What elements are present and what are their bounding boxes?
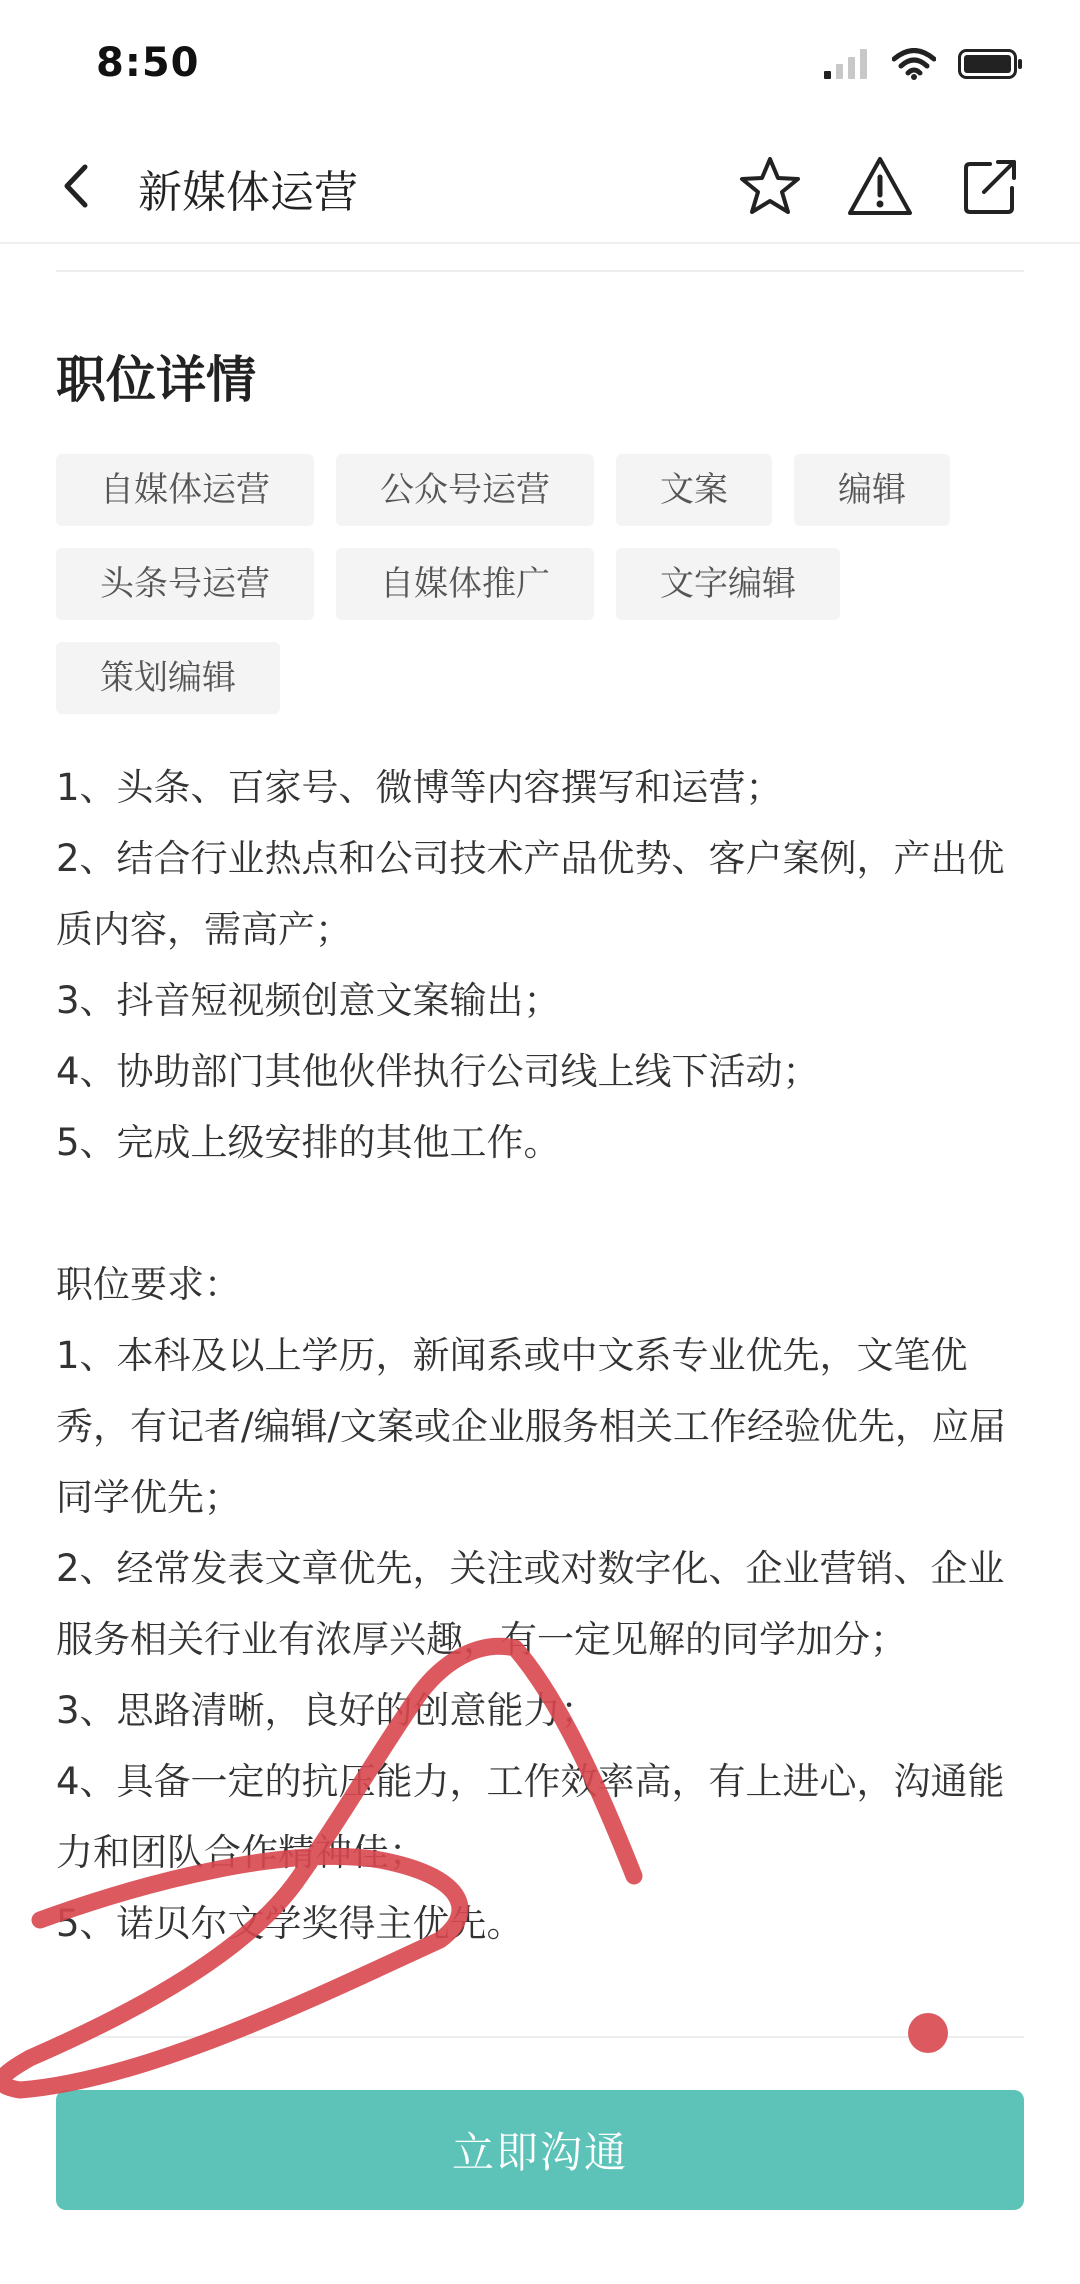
status-time: 8:50 (96, 40, 200, 86)
bottom-bar (0, 2070, 1080, 2284)
job-description (56, 752, 1028, 1959)
skill-tags (56, 454, 1036, 736)
report-button[interactable] (842, 148, 918, 224)
spacer (56, 1178, 1028, 1249)
duty-item: 2、结合行业热点和公司技术产品优势、客户案例，产出优质内容，需高产； (56, 837, 1005, 951)
tag-row (56, 454, 1036, 526)
nav-bar (0, 130, 1080, 244)
requirements-heading: 职位要求： (56, 1263, 241, 1306)
wifi-icon (892, 48, 936, 80)
signal-icon (824, 49, 870, 79)
divider (56, 2036, 1024, 2038)
skill-tag[interactable]: 策划编辑 (56, 642, 280, 714)
skill-tag[interactable]: 头条号运营 (56, 548, 314, 620)
share-icon (960, 156, 1020, 216)
requirement-item: 4、具备一定的抗压能力，工作效率高，有上进心，沟通能力和团队合作精神佳； (56, 1760, 1005, 1874)
share-button[interactable] (952, 148, 1028, 224)
star-icon (738, 155, 802, 217)
skill-tag[interactable]: 自媒体运营 (56, 454, 314, 526)
battery-icon (958, 49, 1024, 79)
status-icons (824, 48, 1024, 80)
requirement-item: 2、经常发表文章优先，关注或对数字化、企业营销、企业服务相关行业有浓厚兴趣，有一定见解的同学加分； (56, 1547, 1005, 1661)
page-title: 新媒体运营 (138, 167, 358, 218)
duty-item: 3、抖音短视频创意文案输出； (56, 979, 561, 1022)
annotation-dot (908, 2013, 948, 2053)
tag-row (56, 548, 1036, 620)
requirement-item: 1、本科及以上学历，新闻系或中文系专业优先，文笔优秀，有记者/编辑/文案或企业服务相关工作经验优先，应届同学优先； (56, 1334, 1006, 1519)
skill-tag[interactable]: 文字编辑 (616, 548, 840, 620)
duty-item: 1、头条、百家号、微博等内容撰写和运营； (56, 766, 783, 809)
duty-item: 5、完成上级安排的其他工作。 (56, 1121, 561, 1164)
warning-icon (846, 155, 914, 217)
skill-tag[interactable]: 编辑 (794, 454, 950, 526)
skill-tag[interactable]: 自媒体推广 (336, 548, 594, 620)
status-bar (0, 0, 1080, 130)
requirement-item: 3、思路清晰，良好的创意能力； (56, 1689, 598, 1732)
tag-row (56, 642, 1036, 714)
skill-tag[interactable]: 文案 (616, 454, 772, 526)
section-title: 职位详情 (56, 351, 256, 409)
back-button[interactable] (44, 154, 108, 218)
favorite-button[interactable] (732, 148, 808, 224)
requirement-item: 5、诺贝尔文学奖得主优先。 (56, 1902, 524, 1945)
skill-tag[interactable]: 公众号运营 (336, 454, 594, 526)
duty-item: 4、协助部门其他伙伴执行公司线上线下活动； (56, 1050, 820, 1093)
chat-now-button[interactable]: 立即沟通 (56, 2090, 1024, 2210)
back-arrow-icon (61, 163, 91, 209)
divider (56, 270, 1024, 272)
